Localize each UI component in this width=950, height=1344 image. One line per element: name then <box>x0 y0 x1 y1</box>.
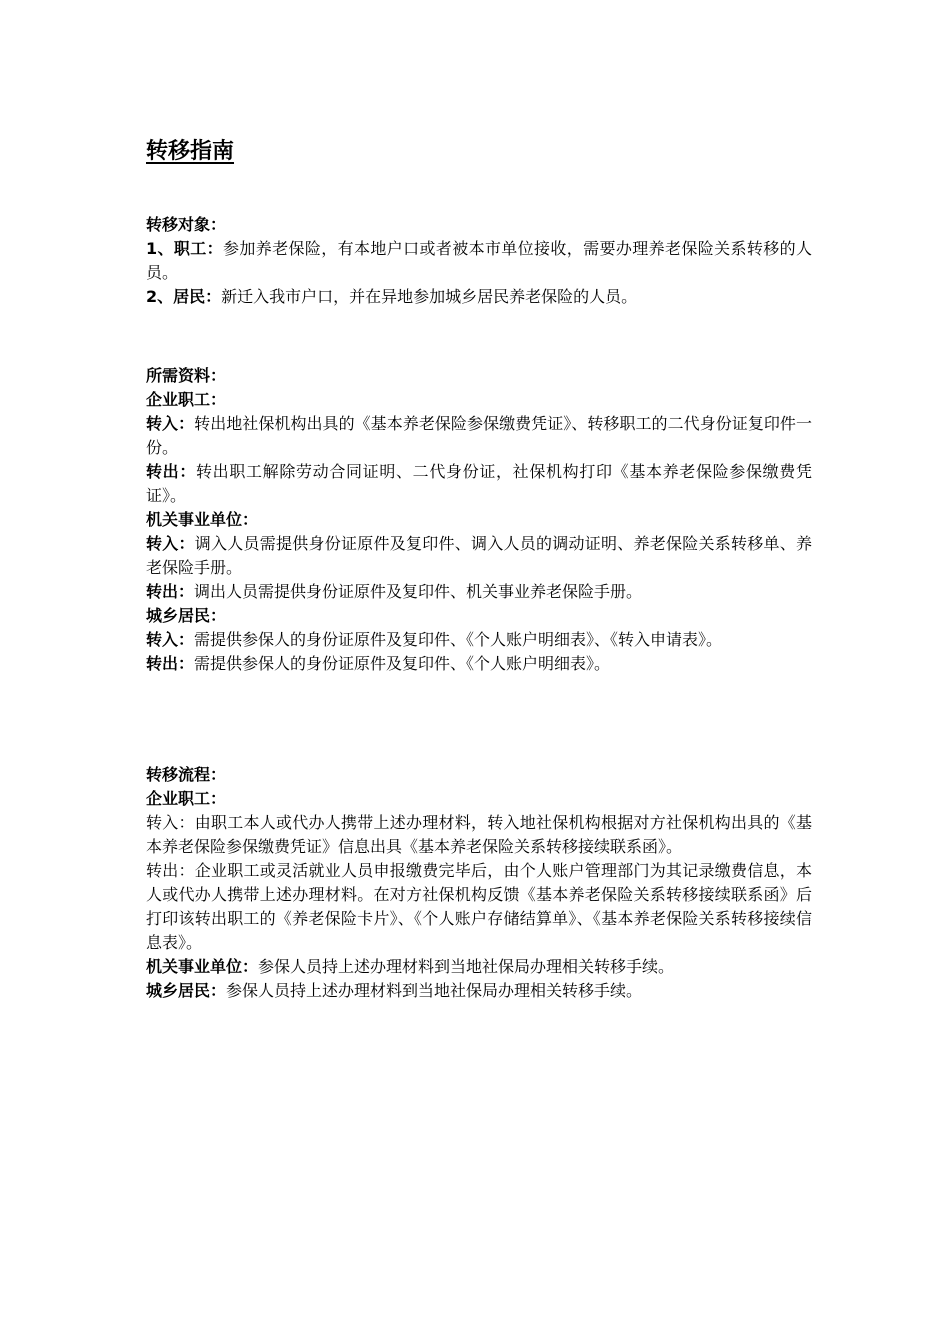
in-text: 调入人员需提供身份证原件及复印件、调入人员的调动证明、养老保险关系转移单、养老保险手册。 <box>146 534 812 577</box>
subheading-resident: 城乡居民： <box>146 606 227 625</box>
process-label: 机关事业单位： <box>146 957 259 976</box>
out-text: 转出职工解除劳动合同证明、二代身份证，社保机构打印《基本养老保险参保缴费凭证》。 <box>146 462 812 505</box>
in-label: 转入： <box>146 414 195 433</box>
process-enterprise-out: 转出：企业职工或灵活就业人员申报缴费完毕后，由个人账户管理部门为其记录缴费信息，本人或代办人携带上述办理材料。在对方社保机构反馈《基本养老保险关系转移接续联系函》后打印该转出职工的《养老保险卡片》、《个人账户存储结算单》、《基本养老保险关系转移接续信息表》。 <box>146 861 812 952</box>
process-label: 城乡居民： <box>146 981 227 1000</box>
section-heading-objects: 转移对象： <box>146 215 227 234</box>
object-text: 新迁入我市户口，并在异地参加城乡居民养老保险的人员。 <box>221 287 638 306</box>
object-label: 1、职工： <box>146 239 223 258</box>
process-text: 参保人员持上述办理材料到当地社保局办理相关转移手续。 <box>258 957 675 976</box>
object-item-resident <box>146 285 812 309</box>
in-label: 转入： <box>146 534 195 553</box>
out-label: 转出： <box>146 462 196 481</box>
materials-institution-in <box>146 532 812 580</box>
object-label: 2、居民： <box>146 287 222 306</box>
object-item-worker <box>146 237 812 285</box>
process-institution <box>146 955 812 979</box>
section-required-materials <box>146 364 812 676</box>
process-text: 参保人员持上述办理材料到当地社保局办理相关转移手续。 <box>226 981 643 1000</box>
subheading-institution: 机关事业单位： <box>146 510 259 529</box>
out-label: 转出： <box>146 654 195 673</box>
object-text: 参加养老保险，有本地户口或者被本市单位接收，需要办理养老保险关系转移的人员。 <box>146 239 812 282</box>
out-text: 调出人员需提供身份证原件及复印件、机关事业养老保险手册。 <box>194 582 643 601</box>
materials-enterprise-in <box>146 412 812 460</box>
process-enterprise-in: 转入：由职工本人或代办人携带上述办理材料，转入地社保机构根据对方社保机构出具的《基本养老保险参保缴费凭证》信息出具《基本养老保险关系转移接续联系函》。 <box>146 813 812 856</box>
section-heading-materials: 所需资料： <box>146 366 227 385</box>
document-title: 转移指南 <box>146 139 235 164</box>
materials-resident-out <box>146 652 812 676</box>
section-heading-process: 转移流程： <box>146 765 227 784</box>
subheading-enterprise: 企业职工： <box>146 390 227 409</box>
materials-resident-in <box>146 628 812 652</box>
in-text: 需提供参保人的身份证原件及复印件、《个人账户明细表》、《转入申请表》。 <box>194 630 723 649</box>
section-transfer-objects <box>146 213 812 309</box>
in-label: 转入： <box>146 630 195 649</box>
section-transfer-process <box>146 763 812 1003</box>
out-text: 需提供参保人的身份证原件及复印件、《个人账户明细表》。 <box>194 654 611 673</box>
in-text: 转出地社保机构出具的《基本养老保险参保缴费凭证》、转移职工的二代身份证复印件一份。 <box>146 414 812 457</box>
out-label: 转出： <box>146 582 195 601</box>
materials-enterprise-out <box>146 460 812 508</box>
process-resident <box>146 979 812 1003</box>
subheading-process-enterprise: 企业职工： <box>146 789 227 808</box>
materials-institution-out <box>146 580 812 604</box>
